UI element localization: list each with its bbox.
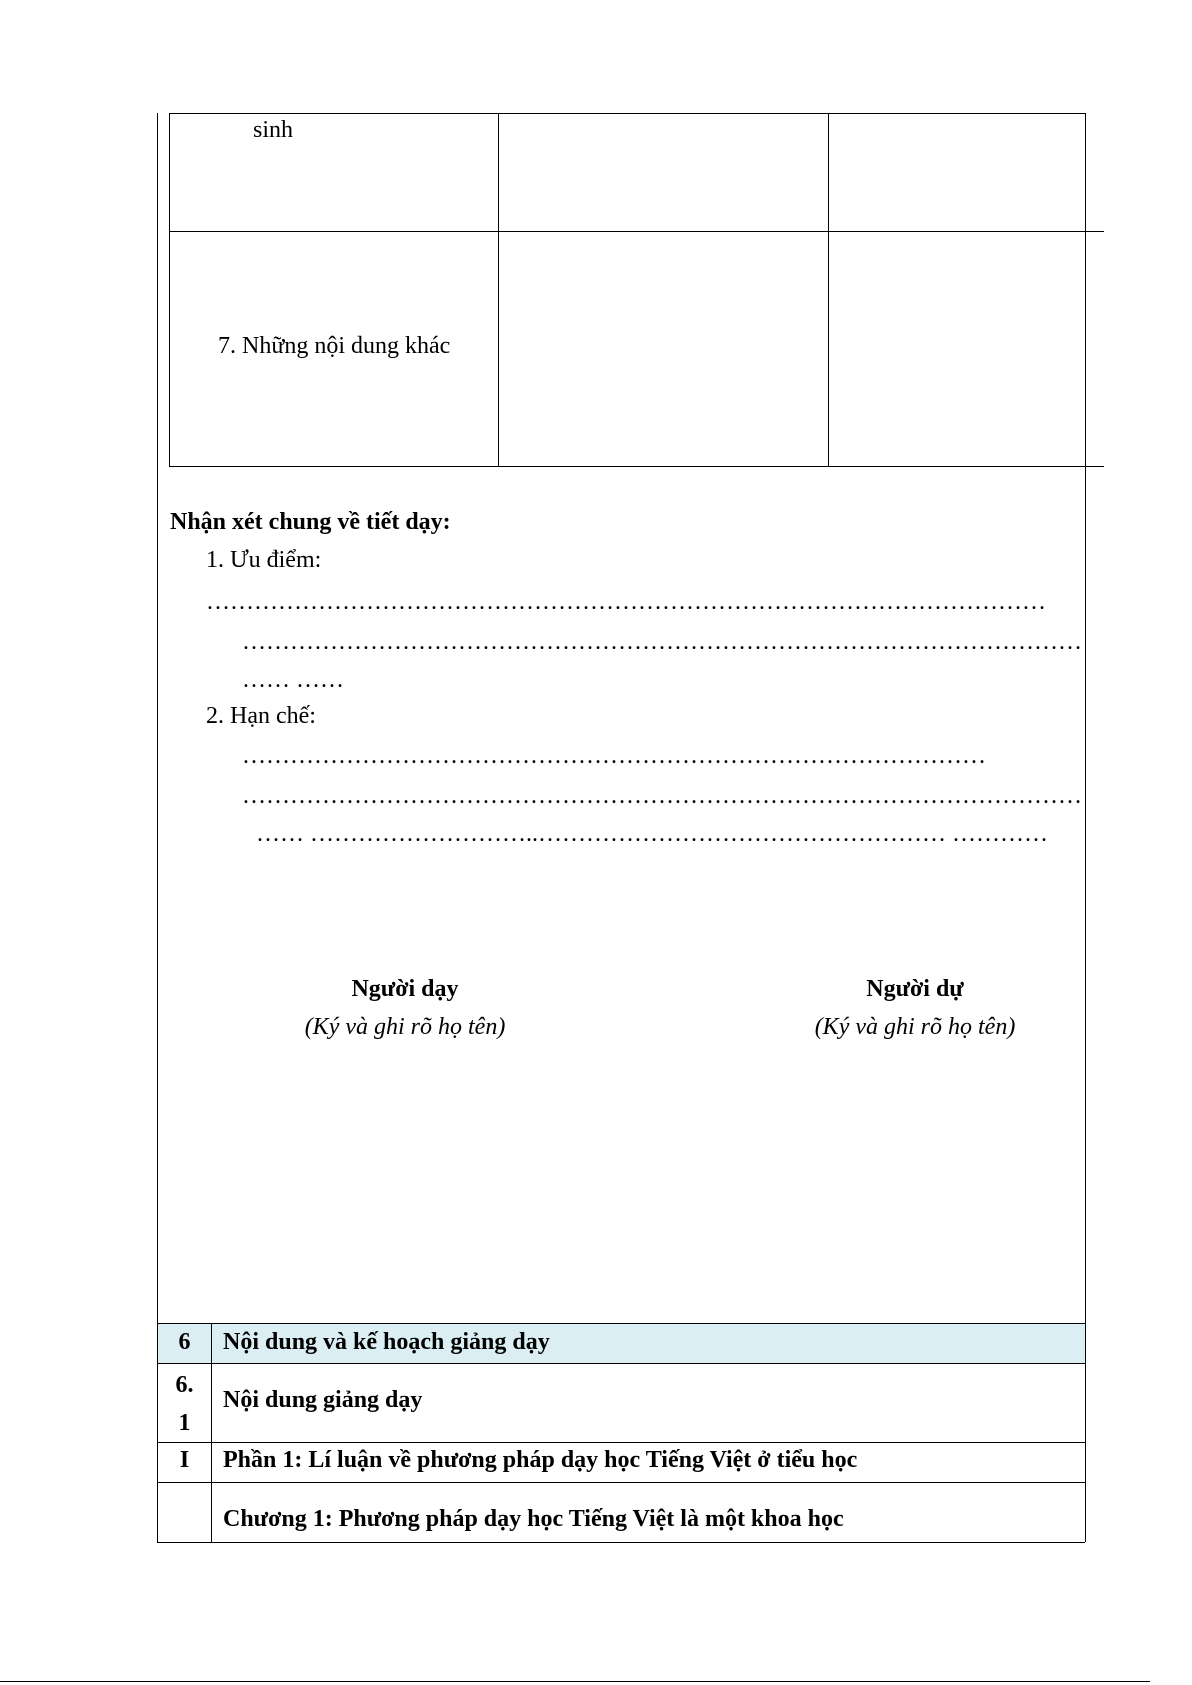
teacher-signature-note: (Ký và ghi rõ họ tên) xyxy=(304,1014,506,1040)
limitations-dotted-line: …………………………………………………………………………………………… xyxy=(242,783,1082,809)
plan-row-content: Chương 1: Phương pháp dạy học Tiếng Việt là một khoa học xyxy=(223,1506,844,1532)
table-bottom-border xyxy=(169,466,1104,467)
outer-frame-right-border xyxy=(1085,113,1086,1542)
table-col-divider-2 xyxy=(828,113,829,466)
strengths-dotted-line: …………………………………………………………………………………………… xyxy=(206,589,1046,615)
strengths-label: 1. Ưu điểm: xyxy=(206,547,322,573)
observer-signature-note: (Ký và ghi rõ họ tên) xyxy=(814,1014,1016,1040)
table-col-divider-1 xyxy=(498,113,499,466)
plan-row-content: Nội dung và kế hoạch giảng dạy xyxy=(223,1329,550,1355)
plan-row-number: 6 xyxy=(178,1329,191,1355)
limitations-label: 2. Hạn chế: xyxy=(206,703,316,729)
table-row-divider xyxy=(169,231,1104,232)
strengths-dotted-line: …………………………………………………………………………………………… xyxy=(242,629,1082,655)
table-top-border xyxy=(169,113,1085,114)
table-left-border xyxy=(169,113,170,466)
limitations-dotted-line: …… ………………………..…………………………………………… ………… xyxy=(256,821,1048,847)
plan-table-row-divider xyxy=(157,1363,1085,1364)
plan-table-row-divider xyxy=(157,1442,1085,1443)
page-footer-rule xyxy=(0,1681,1150,1682)
plan-table-bottom-border xyxy=(157,1542,1085,1543)
plan-row-content: Nội dung giảng dạy xyxy=(223,1387,423,1413)
general-comment-heading: Nhận xét chung về tiết dạy: xyxy=(170,509,451,535)
teacher-signature-title: Người dạy xyxy=(351,976,459,1002)
plan-row-content: Phần 1: Lí luận về phương pháp dạy học Tiếng Việt ở tiểu học xyxy=(223,1447,858,1473)
criterion-cell-other-content: 7. Những nội dung khác xyxy=(218,333,451,359)
plan-table-number-col-divider xyxy=(211,1323,212,1542)
plan-row-number: I xyxy=(179,1447,190,1473)
plan-table-top-border xyxy=(157,1323,1085,1324)
limitations-dotted-line: ………………………………………………………………………………… xyxy=(242,743,986,769)
observer-signature-title: Người dự xyxy=(866,976,964,1002)
strengths-dotted-line: …… …… xyxy=(242,667,344,693)
criterion-cell-sinh: sinh xyxy=(253,117,294,143)
plan-row-number: 6. 1 xyxy=(175,1372,194,1436)
plan-table-row-divider xyxy=(157,1482,1085,1483)
